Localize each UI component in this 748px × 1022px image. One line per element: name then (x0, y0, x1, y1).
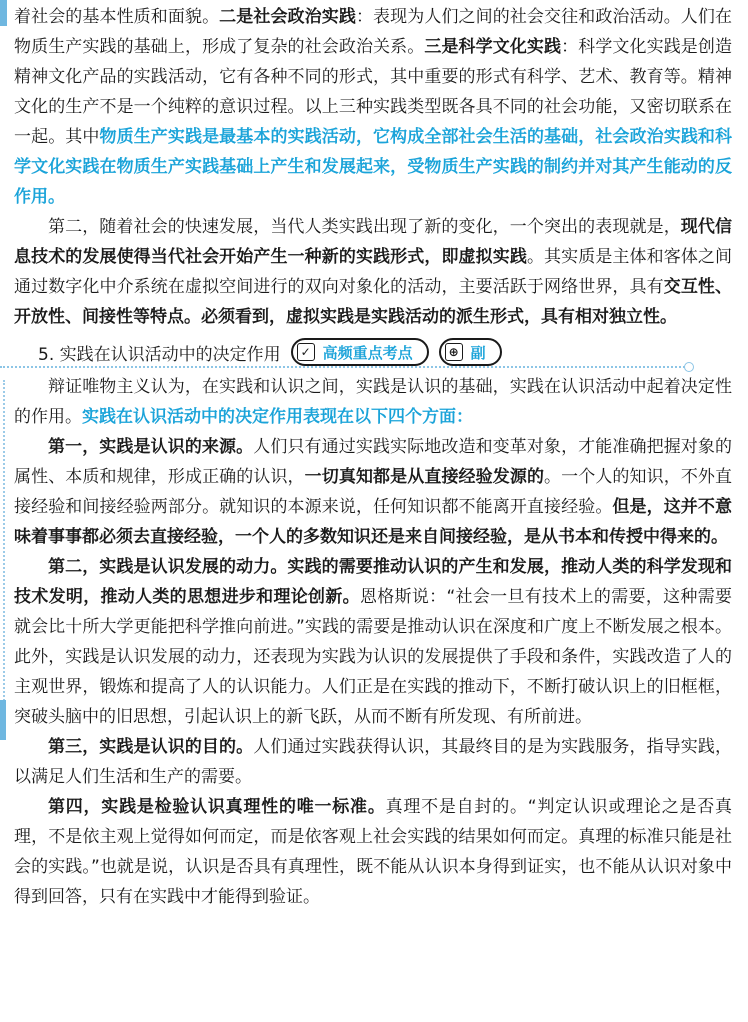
page-edge-marker (0, 0, 7, 26)
brush-icon: ⊕ (445, 343, 463, 361)
paragraph-purpose (14, 732, 732, 792)
paragraph-intro (14, 372, 732, 432)
tag-brush[interactable] (439, 338, 502, 366)
heading-rule-end-dot (684, 362, 694, 372)
bold-point-two: 第二，实践是认识发展的动力。实践的需要推动认识的产生和发展，推动人类的科学发现和技术发明，推动人类的思想进步和理论创新。 (14, 557, 732, 607)
bold-term-social-political: 二是社会政治实践 (219, 7, 356, 27)
page-body (14, 2, 732, 912)
text-run: 恩格斯说：“社会一旦有技术上的需要，这种需要就会比十所大学更能把科学推向前进。”实践的需要是推动认识在深度和广度上不断发展之根本。此外，实践是认识发展的动力，还表现为实践为认识的发展提供了手段和条件，实践改造了人的主观世界，锻炼和提高了人的认识能力。人们正是在实践的推动下，不断打破认识上的旧框框，突破头脑中的旧思想，引起认识上的新飞跃，从而不断有所发现、有所前进。 (14, 587, 733, 727)
paragraph-motive (14, 552, 732, 732)
bold-point-one: 第一，实践是认识的来源。 (48, 437, 254, 457)
paragraph-criterion (14, 792, 732, 912)
section-title: 5. 实践在认识活动中的决定作用 (38, 344, 281, 365)
paragraph-practice-types (14, 2, 732, 212)
margin-tab-marker (0, 700, 6, 740)
text-run: 第二，随着社会的快速发展，当代人类实践出现了新的变化，一个突出的表现就是， (48, 217, 681, 237)
section-heading (14, 334, 732, 370)
bold-virtual-practice: 现代信息技术的发展使得当代社会开始产生一种新的实践形式，即虚拟实践 (14, 217, 733, 267)
checkbox-icon: ✓ (297, 343, 315, 361)
highlight-four-aspects: 实践在认识活动中的决定作用表现在以下四个方面： (82, 407, 473, 427)
tag-label: 高频重点考点 (322, 343, 413, 362)
highlight-material-production: 物质生产实践是最基本的实践活动，它构成全部社会生活的基础，社会政治实践和科学文化实践在物质生产实践基础上产生和发展起来，受物质生产实践的制约并对其产生能动的反作用。 (14, 127, 733, 207)
paragraph-virtual-practice (14, 212, 732, 332)
text-run: ：表现为人们之间的社会交往和政治活动。人们在物质生产实践的基础上，形成了复杂的社会政治关系。 (14, 7, 733, 57)
bold-virtual-features: 交互性、开放性、间接性等特点。必须看到，虚拟实践是实践活动的派生形式，具有相对独立性。 (14, 277, 733, 327)
tag-label: 副 (470, 343, 486, 362)
bold-point-four: 第四，实践是检验认识真理性的唯一标准。 (48, 797, 386, 817)
text-run: 。一个人的知识，不外直接经验和间接经验两部分。就知识的本源来说，任何知识都不能离开直接经验。 (14, 467, 733, 517)
text-run: 。其实质是主体和客体之间通过数字化中介系统在虚拟空间进行的双向对象化的活动，主要活跃于网络世界，具有 (14, 247, 733, 297)
heading-dotted-rule (0, 366, 692, 368)
bold-indirect-experience: 但是，这并不意味着事事都必须去直接经验，一个人的多数知识还是来自间接经验，是从书本和传授中得来的。 (14, 497, 733, 547)
bold-direct-experience: 一切真知都是从直接经验发源的 (304, 467, 545, 487)
bold-term-science-culture: 三是科学文化实践 (424, 37, 562, 57)
text-run: 着社会的基本性质和面貌。 (14, 7, 220, 27)
tag-high-frequency[interactable] (291, 338, 429, 366)
paragraph-source (14, 432, 732, 552)
text-run: 人们通过实践获得认识，其最终目的是为实践服务，指导实践，以满足人们生活和生产的需要。 (14, 737, 733, 787)
text-run: 辩证唯物主义认为，在实践和认识之间，实践是认识的基础，实践在认识活动中起着决定性的作用。 (14, 377, 732, 427)
text-run: ：科学文化实践是创造精神文化产品的实践活动，它有各种不同的形式，其中重要的形式有科学、艺术、教育等。精神文化的生产不是一个纯粹的意识过程。以上三种实践类型既各具不同的社会功能，又密切联系在一起。其中 (14, 37, 733, 147)
text-run: 真理不是自封的。“判定认识或理论之是否真理，不是依主观上觉得如何而定，而是依客观上社会实践的结果如何而定。真理的标准只能是社会的实践。”也就是说，认识是否具有真理性，既不能从认识本身得到证实，也不能从认识对象中得到回答，只有在实践中才能得到验证。 (14, 797, 732, 907)
bold-point-three: 第三，实践是认识的目的。 (48, 737, 254, 757)
margin-dotted-guide (3, 380, 5, 740)
text-run: 人们只有通过实践实际地改造和变革对象，才能准确把握对象的属性、本质和规律，形成正确的认识， (14, 437, 733, 487)
